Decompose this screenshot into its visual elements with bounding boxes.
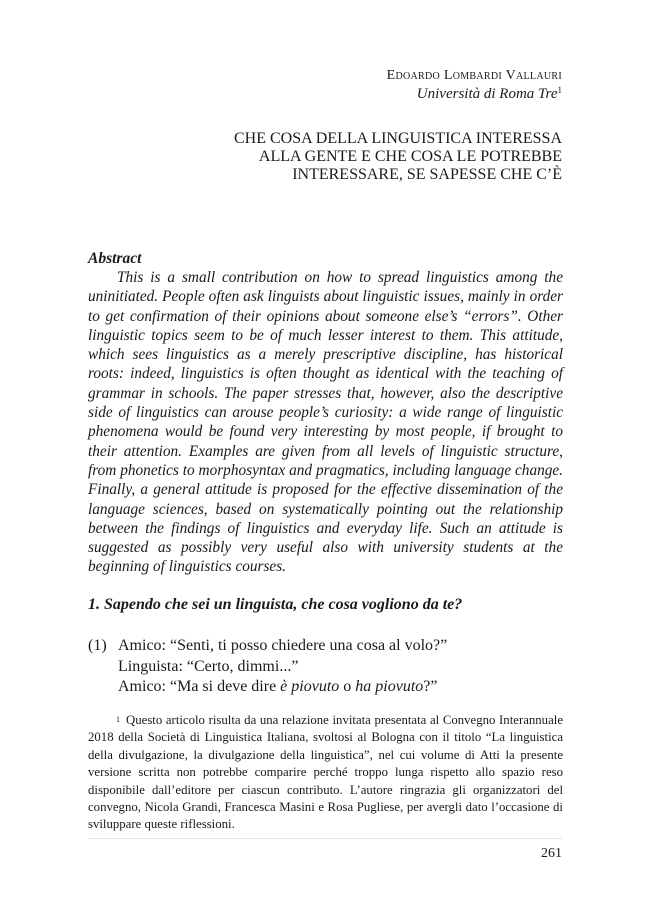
example-line-3-mid: o [339,678,356,695]
article-title [182,130,562,184]
example-line-1: Amico: “Senti, ti posso chiedere una cosa al volo?” [118,637,448,654]
footnote-1 [88,712,563,834]
author-name: Edoardo Lombardi Vallauri [386,68,562,83]
example-line-3-post: ?” [423,678,438,695]
footnote-text: Questo articolo risulta da una relazione invitata presentata al Convegno Interannuale 2018 della Società di Linguistica Italiana, svoltosi al Bologna con il titolo “La linguistica della divulgazione, la divulgazione della linguistica”, nel cui volume di Atti la presente versione scritta non potrebbe comparire perché troppo lunga rispetto allo spazio reso disponibile dall’editore per ciascun contributo. L’autore ringrazia gli organizzatori del convegno, Nicola Grandi, Francesca Masini e Rosa Pugliese, per avergli dato l’occasione di sviluppare queste riflessioni. [88,713,563,832]
abstract-body: This is a small contribution on how to spread linguistics among the uninitiated. People often ask linguists about linguistic issues, mainly in order to get confirmation of their opinions about someone else’s “errors”. Other linguistic topics seem to be of much lesser interest to them. This attitude, which sees linguistics as a merely prescriptive discipline, has historical roots: indeed, linguistics is often thought as identical with the teaching of grammar in schools. The paper stresses that, however, also the descriptive side of linguistics can arouse people’s curiosity: a wide range of linguistic phenomena would be found very interesting by most people, if brought to their attention. Examples are given from all levels of linguistic structure, from phonetics to morphosyntax and pragmatics, including language change. Finally, a general attitude is proposed for the effective dissemination of the language sciences, based on systematically pointing out the relationship between the findings of linguistics and everyday life. Such an attitude is suggested as possibly very useful also with university students at the beginning of linguistics courses. [88,269,563,576]
footnote-mark: 1 [116,715,120,724]
page-number: 261 [541,846,562,861]
footer-rule [88,838,562,839]
example-term-1: è piovuto [280,678,340,695]
example-line-2: Linguista: “Certo, dimmi...” [118,657,299,675]
affiliation-text: Università di Roma Tre [416,86,558,102]
section-heading-1: 1. Sapendo che sei un linguista, che cosa vogliono da te? [88,596,463,613]
title-line-3: INTERESSARE, SE SAPESSE CHE C’È [292,166,562,183]
example-term-2: ha piovuto [355,678,424,695]
author-affiliation [417,86,562,103]
title-line-1: CHE COSA DELLA LINGUISTICA INTERESSA [233,130,562,147]
example-number: (1) [88,637,107,654]
example-line-3-pre: Amico: “Ma si deve dire [118,678,281,695]
title-line-2: ALLA GENTE E CHE COSA LE POTREBBE [258,148,562,165]
example-line-3 [118,677,447,698]
example-lines [118,636,447,698]
abstract-heading: Abstract [88,250,142,267]
footnote-ref-1: 1 [557,85,562,95]
